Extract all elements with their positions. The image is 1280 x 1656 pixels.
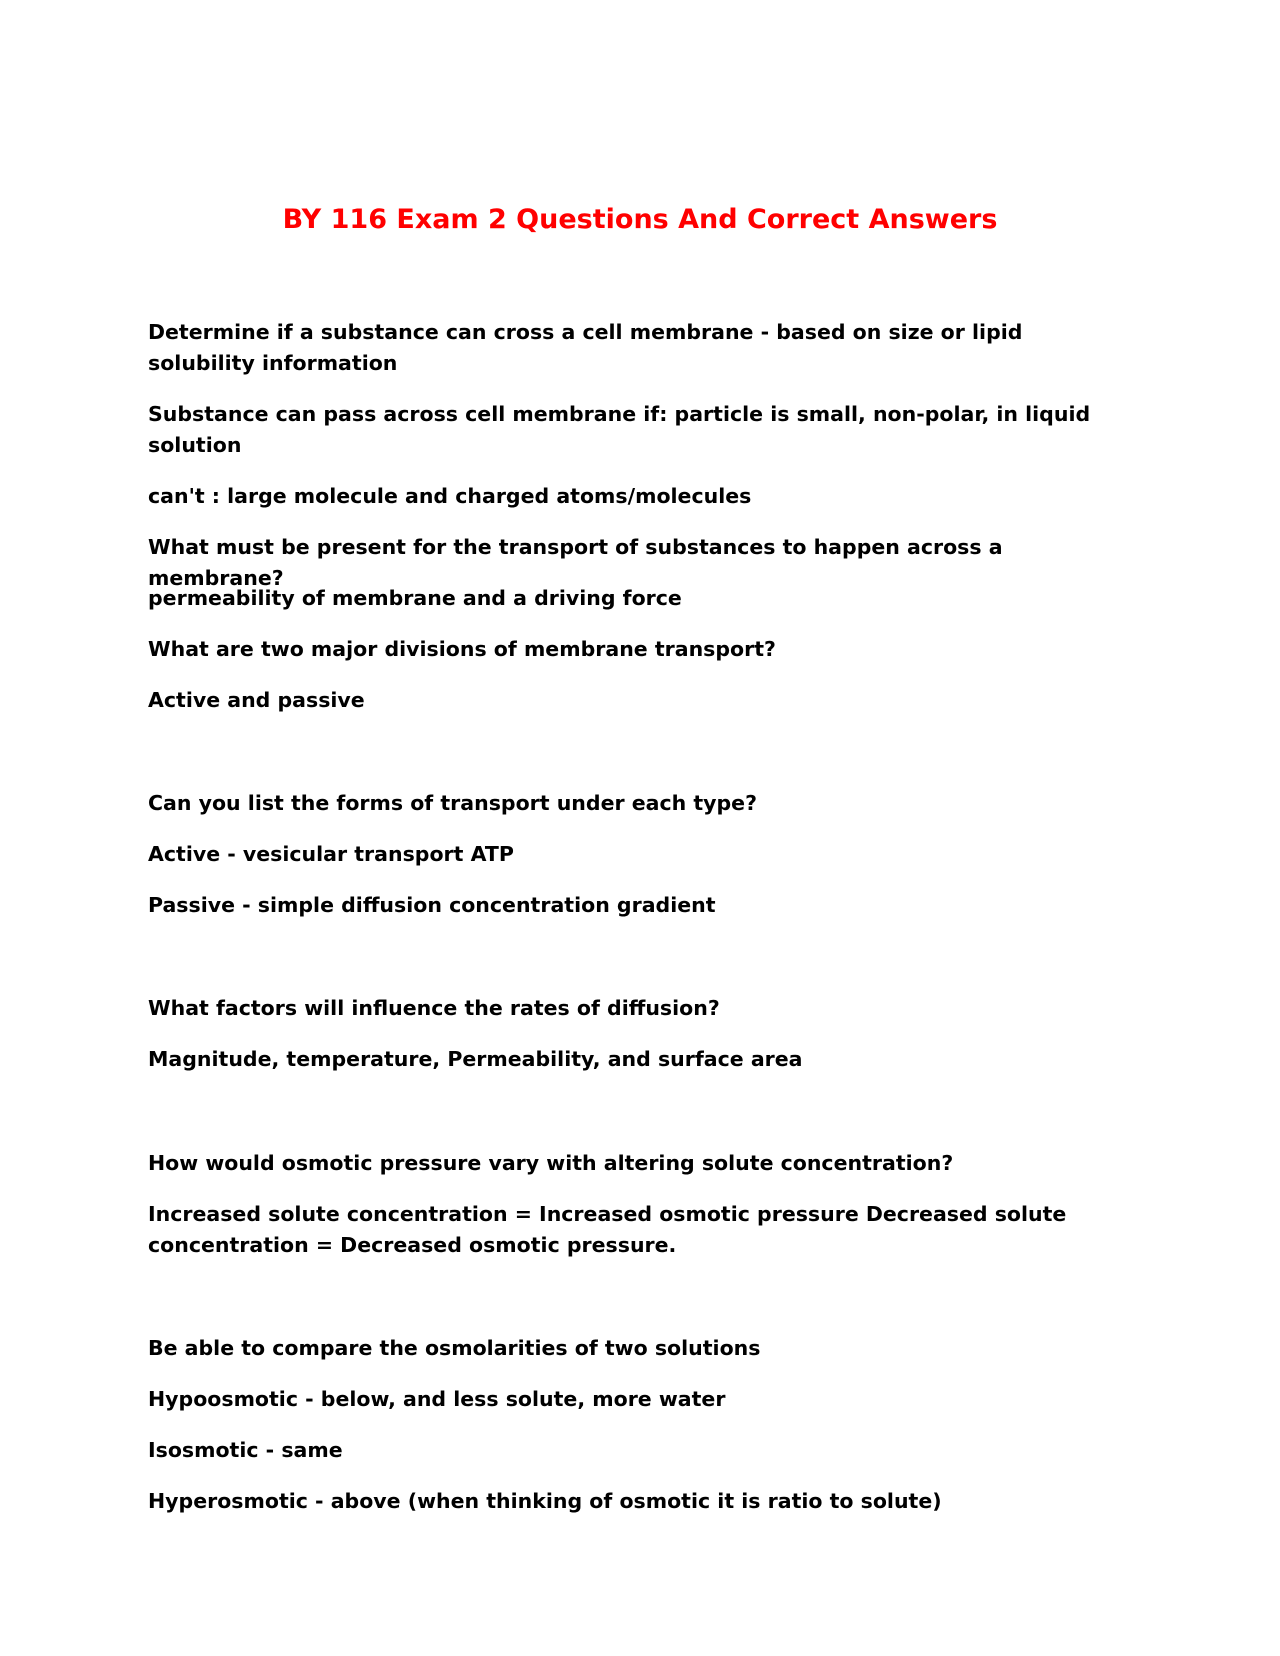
paragraph-cannot-pass: can't : large molecule and charged atoms/molecules bbox=[148, 484, 752, 508]
question-diffusion-factors: What factors will influence the rates of diffusion? bbox=[148, 996, 720, 1020]
document-title: BY 116 Exam 2 Questions And Correct Answers bbox=[282, 204, 998, 235]
paragraph-can-pass: Substance can pass across cell membrane if: particle is small, non-polar, in liquid solution bbox=[148, 402, 1091, 457]
question-osmotic-pressure: How would osmotic pressure vary with altering solute concentration? bbox=[148, 1151, 954, 1175]
answer-active-transport: Active - vesicular transport ATP bbox=[148, 842, 514, 866]
answer-isosmotic: Isosmotic - same bbox=[148, 1438, 343, 1462]
question-transport-requirements: What must be present for the transport of substances to happen across a membrane? bbox=[148, 535, 1003, 590]
question-compare-osmolarities: Be able to compare the osmolarities of two solutions bbox=[148, 1336, 761, 1360]
question-forms-of-transport: Can you list the forms of transport under each type? bbox=[148, 791, 757, 815]
answer-hypoosmotic: Hypoosmotic - below, and less solute, more water bbox=[148, 1387, 726, 1411]
answer-osmotic-pressure: Increased solute concentration = Increased osmotic pressure Decreased solute concentration = Decreased osmotic pressure. bbox=[148, 1202, 1067, 1257]
answer-diffusion-factors: Magnitude, temperature, Permeability, and surface area bbox=[148, 1047, 803, 1071]
question-major-divisions: What are two major divisions of membrane transport? bbox=[148, 637, 776, 661]
answer-transport-requirements: permeability of membrane and a driving force bbox=[148, 586, 682, 610]
answer-major-divisions: Active and passive bbox=[148, 688, 365, 712]
paragraph-size-solubility: Determine if a substance can cross a cell membrane - based on size or lipid solubility information bbox=[148, 320, 1023, 375]
answer-passive-transport: Passive - simple diffusion concentration gradient bbox=[148, 893, 716, 917]
answer-hyperosmotic: Hyperosmotic - above (when thinking of osmotic it is ratio to solute) bbox=[148, 1489, 942, 1513]
